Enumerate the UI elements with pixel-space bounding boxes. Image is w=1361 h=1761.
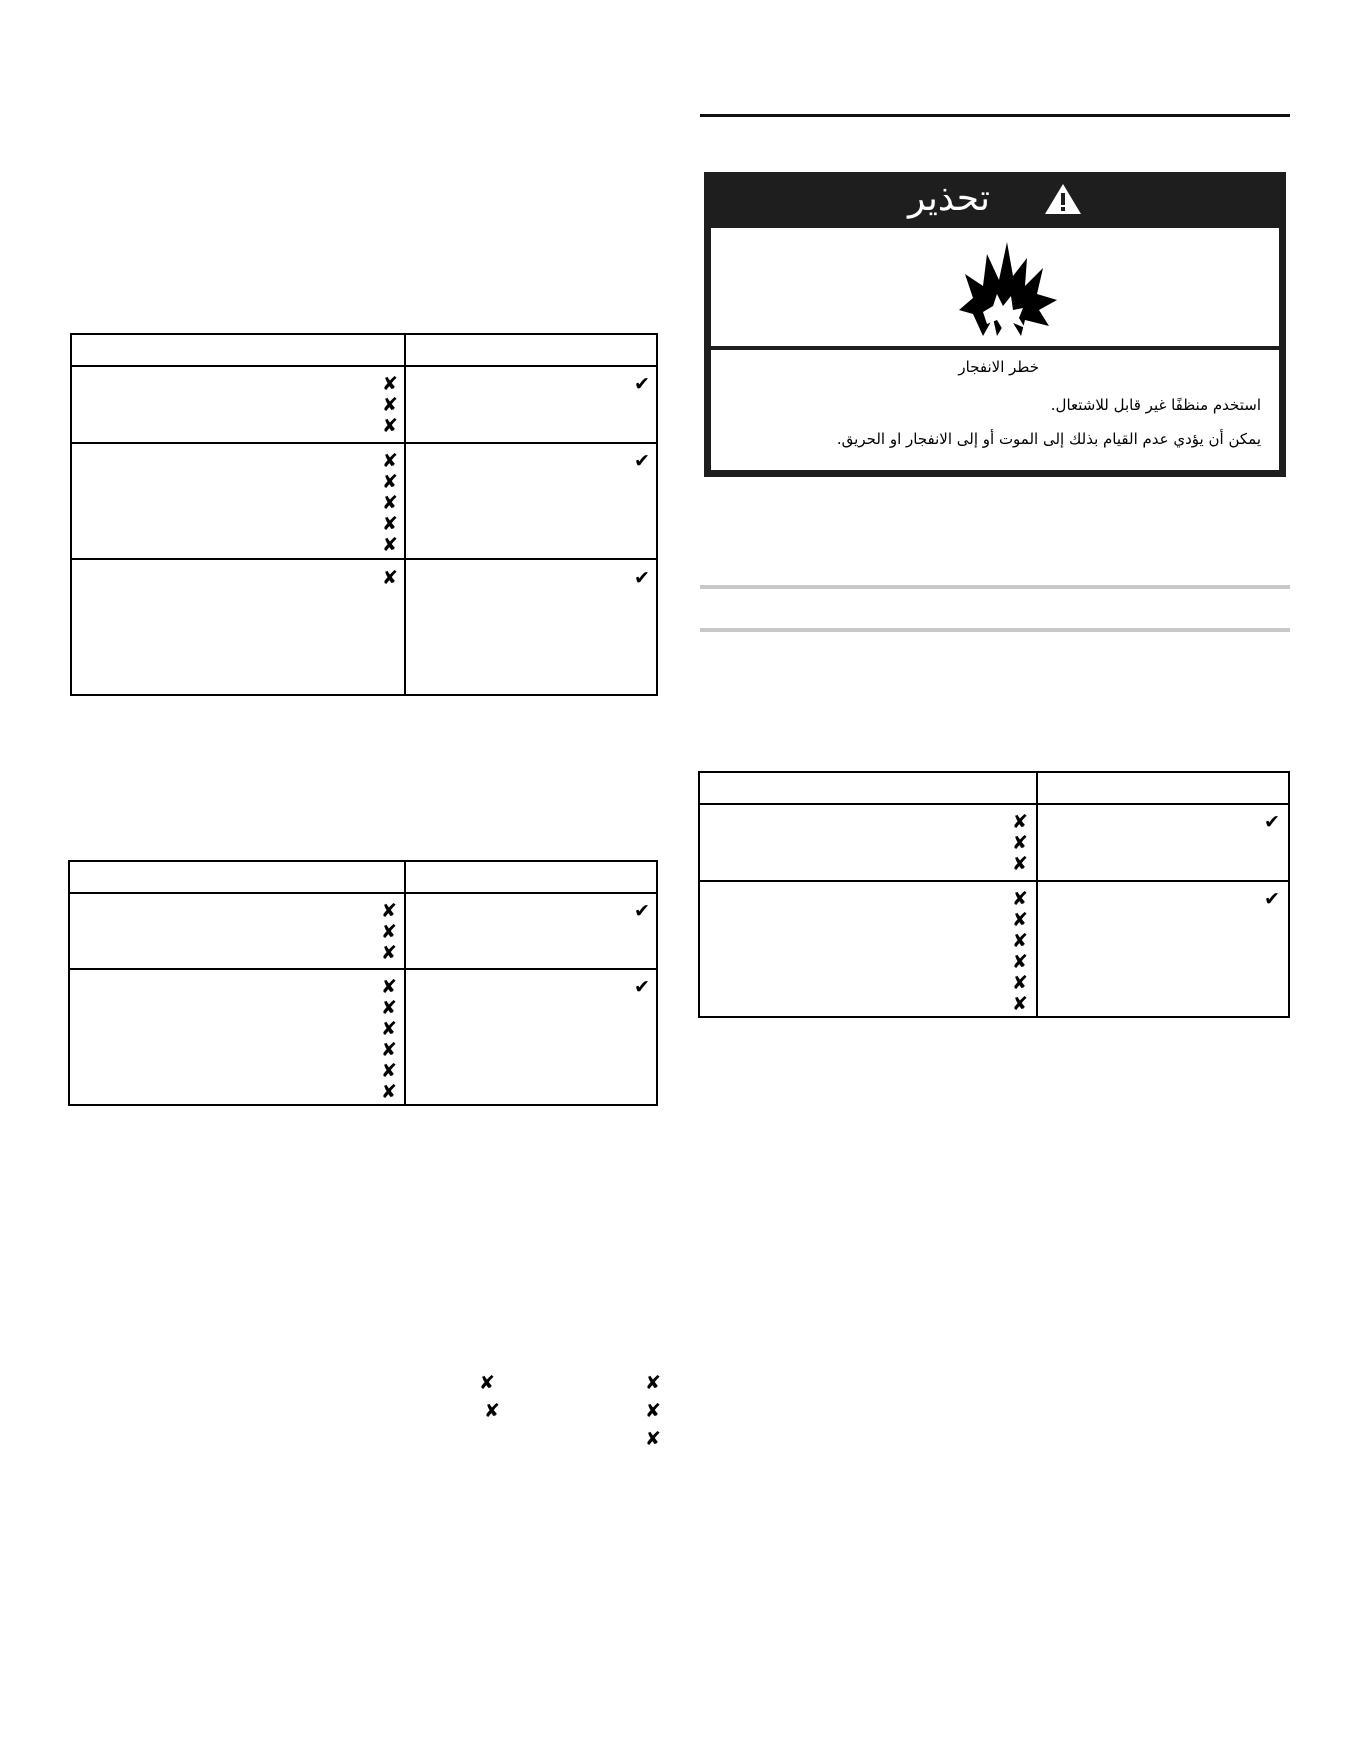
cross-mark: ✘ — [1012, 811, 1028, 833]
cross-mark: ✘ — [381, 1081, 397, 1103]
column-divider — [404, 335, 406, 694]
section-rule — [700, 114, 1290, 117]
check-mark: ✔ — [634, 976, 650, 998]
cross-mark: ✘ — [382, 513, 398, 535]
check-mark: ✔ — [634, 450, 650, 472]
check-mark: ✔ — [1264, 888, 1280, 910]
section-rule-gray — [700, 628, 1290, 632]
warning-line-1: استخدم منظفًا غير قابل للاشتعال. — [1050, 396, 1261, 414]
row-divider — [72, 558, 656, 560]
cross-mark: ✘ — [381, 976, 397, 998]
cross-mark: ✘ — [382, 492, 398, 514]
cross-mark: ✘ — [382, 534, 398, 556]
cross-mark: ✘ — [1012, 993, 1028, 1015]
cross-mark: ✘ — [645, 1400, 661, 1422]
check-mark: ✔ — [634, 900, 650, 922]
row-divider — [72, 442, 656, 444]
cross-mark: ✘ — [1012, 951, 1028, 973]
warning-header — [704, 172, 1286, 226]
cross-mark: ✘ — [645, 1372, 661, 1394]
cross-mark: ✘ — [381, 997, 397, 1019]
cross-mark: ✘ — [381, 1039, 397, 1061]
cross-mark: ✘ — [1012, 888, 1028, 910]
cross-mark: ✘ — [1012, 972, 1028, 994]
warning-box — [704, 172, 1286, 477]
check-mark: ✔ — [634, 567, 650, 589]
column-divider — [404, 862, 406, 1104]
comparison-table-1 — [70, 333, 658, 696]
cross-mark: ✘ — [645, 1428, 661, 1450]
cross-mark: ✘ — [382, 394, 398, 416]
comparison-table-3 — [698, 771, 1290, 1018]
warning-line-2: يمكن أن يؤدي عدم القيام بذلك إلى الموت أو إلى الانفجار او الحريق. — [836, 430, 1261, 448]
row-divider — [70, 968, 656, 970]
warning-hazard: خطر الانفجار — [958, 358, 1039, 376]
cross-mark: ✘ — [1012, 853, 1028, 875]
cross-mark: ✘ — [484, 1400, 500, 1422]
explosion-icon — [953, 236, 1063, 340]
cross-mark: ✘ — [381, 921, 397, 943]
cross-mark: ✘ — [382, 450, 398, 472]
cross-mark: ✘ — [1012, 930, 1028, 952]
warning-title: تحذير — [907, 178, 991, 219]
cross-mark: ✘ — [1012, 832, 1028, 854]
cross-mark: ✘ — [382, 415, 398, 437]
cross-mark: ✘ — [381, 900, 397, 922]
check-mark: ✔ — [1264, 811, 1280, 833]
check-mark: ✔ — [634, 373, 650, 395]
cross-mark: ✘ — [381, 1018, 397, 1040]
table-header-line — [700, 803, 1288, 805]
table-header-line — [72, 365, 656, 367]
cross-mark: ✘ — [381, 1060, 397, 1082]
warning-text-panel — [711, 350, 1279, 470]
warning-image-panel — [711, 228, 1279, 346]
warning-triangle-icon — [1044, 183, 1082, 215]
comparison-table-2 — [68, 860, 658, 1106]
table-header-line — [70, 892, 656, 894]
row-divider — [700, 880, 1288, 882]
cross-mark: ✘ — [382, 567, 398, 589]
section-rule-gray — [700, 585, 1290, 589]
cross-mark: ✘ — [382, 471, 398, 493]
cross-mark: ✘ — [1012, 909, 1028, 931]
cross-mark: ✘ — [479, 1372, 495, 1394]
cross-mark: ✘ — [382, 373, 398, 395]
cross-mark: ✘ — [381, 942, 397, 964]
column-divider — [1036, 773, 1038, 1016]
